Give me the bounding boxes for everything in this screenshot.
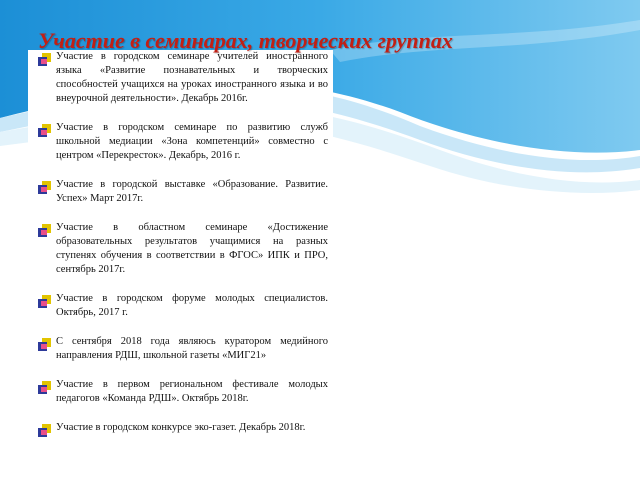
- list-item-text: С сентября 2018 года являюсь куратором медийного направления РДШ, школьной газеты «МИГ21»: [56, 336, 328, 361]
- list-item: [38, 335, 328, 363]
- slide-title: Участие в семинарах, творческих группах: [38, 28, 453, 53]
- list-item-text: Участие в городском семинаре по развитию служб школьной медиации «Зона компетенций» совместно с центром «Перекресток». Декабрь, 2016 г.: [56, 122, 328, 161]
- list-item-text: Участие в областном семинаре «Достижение образовательных результатов учащимися на разных ступенях обучения в соответствии в ФГОС» ИПК и ПРО, сентябрь 2017г.: [56, 222, 328, 275]
- list-item: [38, 292, 328, 320]
- list-item: [38, 378, 328, 406]
- list-item: [38, 50, 328, 106]
- colored-squares-bullet-icon: [38, 124, 52, 138]
- list-item: [38, 178, 328, 206]
- colored-squares-bullet-icon: [38, 295, 52, 309]
- list-item: [38, 121, 328, 163]
- colored-squares-bullet-icon: [38, 181, 52, 195]
- list-item-text: Участие в первом региональном фестивале молодых педагогов «Команда РДШ». Октябрь 2018г.: [56, 379, 328, 404]
- colored-squares-bullet-icon: [38, 424, 52, 438]
- colored-squares-bullet-icon: [38, 224, 52, 238]
- colored-squares-bullet-icon: [38, 381, 52, 395]
- list-item: [38, 421, 328, 435]
- colored-squares-bullet-icon: [38, 338, 52, 352]
- list-item-text: Участие в городском конкурсе эко-газет. Декабрь 2018г.: [56, 422, 306, 433]
- participation-list: [38, 50, 328, 450]
- list-item-text: Участие в городском форуме молодых специалистов. Октябрь, 2017 г.: [56, 293, 328, 318]
- list-item-text: Участие в городской выставке «Образование. Развитие. Успех» Март 2017г.: [56, 179, 328, 204]
- colored-squares-bullet-icon: [38, 53, 52, 67]
- list-item-text: Участие в городском семинаре учителей иностранного языка «Развитие познавательных и творческих способностей учащихся на уроках иностранного языка и во внеурочной деятельности». Декабрь 2016г.: [56, 51, 328, 104]
- list-item: [38, 221, 328, 277]
